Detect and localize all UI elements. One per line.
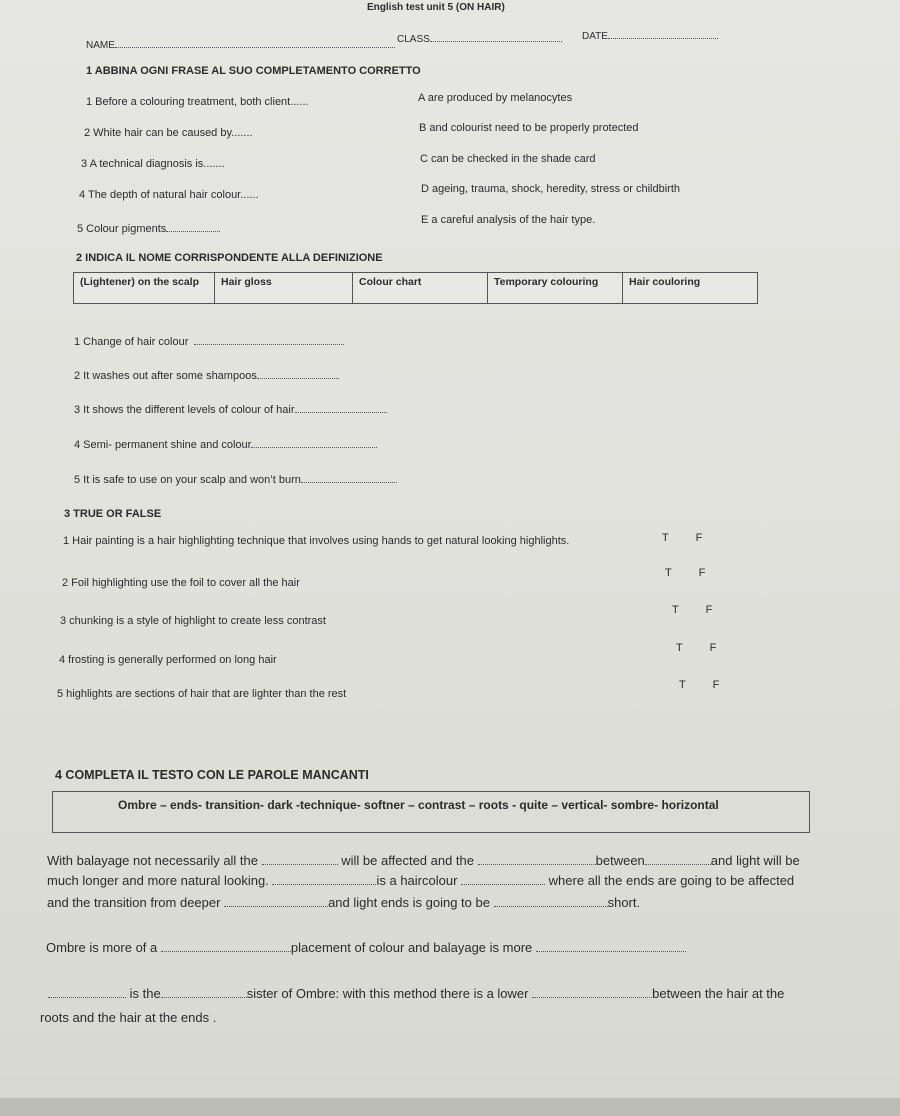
p3-text-c: between the hair at the — [652, 986, 785, 1001]
blank-9[interactable] — [536, 941, 686, 952]
name-label: NAME — [86, 40, 115, 51]
word-bank: Ombre – ends- transition- dark -technique- softner – contrast – roots - quite – vertical- sombre- horizontal — [118, 798, 719, 812]
option-temporary-colouring: Temporary colouring — [488, 273, 623, 304]
definition-4-row — [74, 437, 377, 451]
definition-5-blank[interactable] — [301, 472, 397, 483]
date-label: DATE — [582, 31, 608, 42]
tf-statement-3: 3 chunking is a style of highlight to create less contrast — [60, 615, 326, 627]
p3-text-b: sister of Ombre: with this method there is a lower — [246, 986, 529, 1001]
name-field[interactable] — [86, 37, 395, 51]
class-field[interactable] — [397, 31, 562, 45]
definition-4-blank[interactable] — [251, 437, 377, 448]
p3-text-d: roots and the hair at the ends . — [40, 1010, 217, 1025]
tf-choice-3[interactable]: T F — [672, 604, 725, 616]
tf-choice-2[interactable]: T F — [665, 567, 718, 579]
definition-2-row — [74, 368, 339, 382]
p2-text-b: placement of colour and balayage is more — [290, 940, 533, 955]
match-right-b: B and colourist need to be properly protected — [419, 122, 639, 134]
blank-11[interactable] — [161, 987, 247, 998]
definition-3-row — [74, 402, 387, 416]
p1-text-h: and the transition from deeper — [47, 895, 221, 910]
definition-3-blank[interactable] — [295, 402, 387, 413]
match-right-c: C can be checked in the shade card — [420, 153, 596, 165]
p1-line2 — [47, 873, 794, 888]
option-hair-gloss: Hair gloss — [215, 273, 353, 304]
definition-1-row — [74, 334, 344, 348]
blank-12[interactable] — [532, 987, 652, 998]
page-bottom-edge — [0, 1098, 900, 1116]
match-left-2: 2 White hair can be caused by....... — [84, 127, 253, 139]
definition-4: 4 Semi- permanent shine and colour — [74, 439, 252, 451]
section1-heading: 1 ABBINA OGNI FRASE AL SUO COMPLETAMENTO CORRETTO — [86, 65, 421, 77]
p1-text-j: short. — [607, 895, 641, 910]
tf-statement-5: 5 highlights are sections of hair that are lighter than the rest — [57, 688, 347, 700]
p3-line1 — [48, 986, 784, 1001]
match-right-e: E a careful analysis of the hair type. — [421, 214, 596, 226]
p2-text-a: Ombre is more of a — [46, 940, 158, 955]
blank-10[interactable] — [48, 987, 126, 998]
p3-text-a: is the — [129, 986, 161, 1001]
tf-statement-2: 2 Foil highlighting use the foil to cover all the hair — [62, 577, 300, 589]
blank-2[interactable] — [478, 854, 596, 865]
options-table — [73, 272, 758, 304]
p1-text-d: and light will be — [710, 853, 800, 868]
section4-heading: 4 COMPLETA IL TESTO CON LE PAROLE MANCANTI — [55, 768, 369, 782]
match-right-a: A are produced by melanocytes — [418, 92, 573, 104]
blank-4[interactable] — [272, 874, 376, 885]
p1-text-g: where all the ends are going to be affected — [548, 873, 795, 888]
option-colour-chart: Colour chart — [353, 273, 488, 304]
p1-line3 — [47, 895, 640, 910]
match-right-d: D ageing, trauma, shock, heredity, stress or childbirth — [421, 183, 681, 195]
definition-2: 2 It washes out after some shampoos — [74, 370, 257, 382]
section2-heading: 2 INDICA IL NOME CORRISPONDENTE ALLA DEFINIZIONE — [76, 252, 383, 264]
p1-text-f: is a haircolour — [376, 873, 458, 888]
definition-3: 3 It shows the different levels of colour of hair — [74, 404, 295, 416]
p1-text-b: will be affected and the — [341, 853, 475, 868]
option-lightener: (Lightener) on the scalp — [74, 273, 215, 304]
name-blank[interactable] — [115, 37, 395, 48]
match-left-4: 4 The depth of natural hair colour...... — [79, 189, 259, 201]
definition-5-row — [74, 472, 397, 486]
tf-choice-1[interactable]: T F — [662, 532, 715, 544]
match-left-3: 3 A technical diagnosis is....... — [81, 158, 225, 170]
date-blank[interactable] — [608, 28, 718, 39]
definition-1: 1 Change of hair colour — [74, 336, 189, 348]
tf-choice-5[interactable]: T F — [679, 679, 732, 691]
tf-statement-1: 1 Hair painting is a hair highlighting technique that involves using hands to get natural looking highlights. — [63, 535, 570, 547]
class-blank[interactable] — [430, 31, 562, 42]
blank-5[interactable] — [461, 874, 545, 885]
tf-statement-4: 4 frosting is generally performed on long hair — [59, 654, 277, 666]
section3-heading: 3 TRUE OR FALSE — [64, 508, 162, 520]
date-field[interactable] — [582, 28, 718, 42]
tf-choice-4[interactable]: T F — [676, 642, 729, 654]
document-title: English test unit 5 (ON HAIR) — [367, 2, 505, 13]
option-hair-couloring: Hair couloring — [623, 273, 758, 304]
match-left-5: 5 Colour pigments — [77, 223, 167, 235]
p1-text-i: and light ends is going to be — [328, 895, 490, 910]
blank-3[interactable] — [645, 854, 711, 865]
match-left-5-blank[interactable] — [166, 221, 220, 232]
p1-text-e: much longer and more natural looking. — [47, 873, 269, 888]
class-label: CLASS — [397, 34, 430, 45]
definition-2-blank[interactable] — [257, 368, 339, 379]
blank-1[interactable] — [262, 854, 338, 865]
blank-6[interactable] — [224, 896, 328, 907]
match-left-1: 1 Before a colouring treatment, both client...... — [86, 96, 309, 108]
p2-line1 — [46, 940, 686, 955]
match-left-5-row — [77, 221, 220, 235]
definition-5: 5 It is safe to use on your scalp and won’t burn — [74, 474, 301, 486]
p1-line1 — [47, 853, 800, 868]
blank-8[interactable] — [161, 941, 291, 952]
p1-text-a: With balayage not necessarily all the — [47, 853, 259, 868]
definition-1-blank[interactable] — [194, 334, 344, 345]
blank-7[interactable] — [494, 896, 608, 907]
p1-text-c: between — [595, 853, 645, 868]
